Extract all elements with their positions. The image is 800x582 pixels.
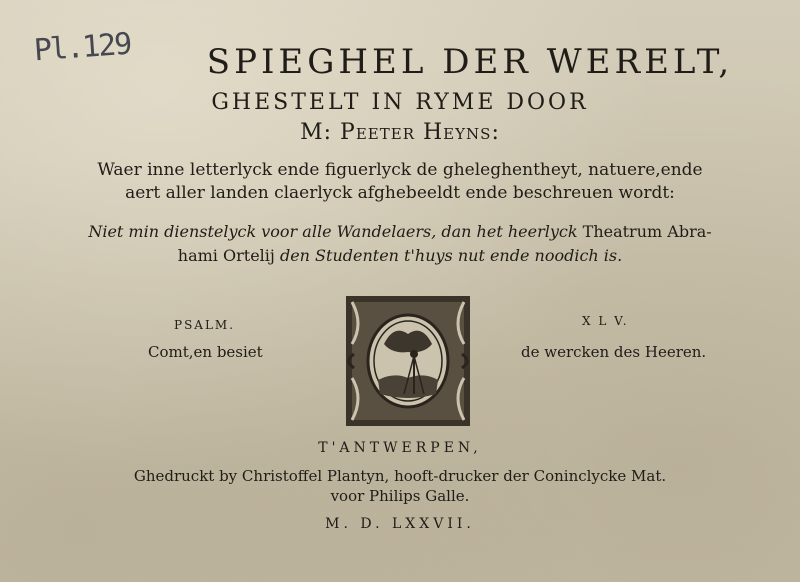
- psalm-label: PSALM.: [174, 318, 236, 332]
- note-italic-part-2: den Studenten t'huys nut ende noodich is.: [279, 246, 623, 265]
- shelfmark-handwritten: Pl.129: [32, 26, 132, 69]
- note-line-2: [0, 246, 800, 265]
- printer-device-emblem: [344, 294, 472, 428]
- imprint-printer: Ghedruckt by Christoffel Plantyn, hooft-drucker der Coninclycke Mat.: [133, 467, 667, 485]
- imprint-publisher: voor Philips Galle.: [330, 487, 470, 505]
- imprint-date: M. D. LXXVII.: [325, 516, 475, 532]
- description-line-1: Waer inne letterlyck ende figuerlyck de gheleghentheyt, natuere,ende: [97, 160, 703, 180]
- note-roman-part: Theatrum Abra-: [582, 222, 712, 241]
- imprint-place: T'ANTWERPEN,: [318, 440, 482, 456]
- note-roman-part-2: hami Ortelij: [177, 246, 275, 265]
- note-line-1: [0, 222, 800, 241]
- description-line-2: aert aller landen claerlyck afghebeeldt ende beschreuen wordt:: [125, 183, 675, 203]
- author-name: M: Peeter Heyns:: [300, 120, 500, 145]
- main-title: SPIEGHEL DER WERELT,: [206, 42, 734, 82]
- subtitle: GHESTELT IN RYME DOOR: [211, 90, 589, 115]
- note-italic-part: Niet min dienstelyck voor alle Wandelaers, dan het heerlyck: [88, 222, 578, 241]
- psalm-number: X L V.: [582, 314, 629, 328]
- motto-right: de wercken des Heeren.: [521, 343, 707, 361]
- motto-left: Comt,en besiet: [148, 343, 263, 361]
